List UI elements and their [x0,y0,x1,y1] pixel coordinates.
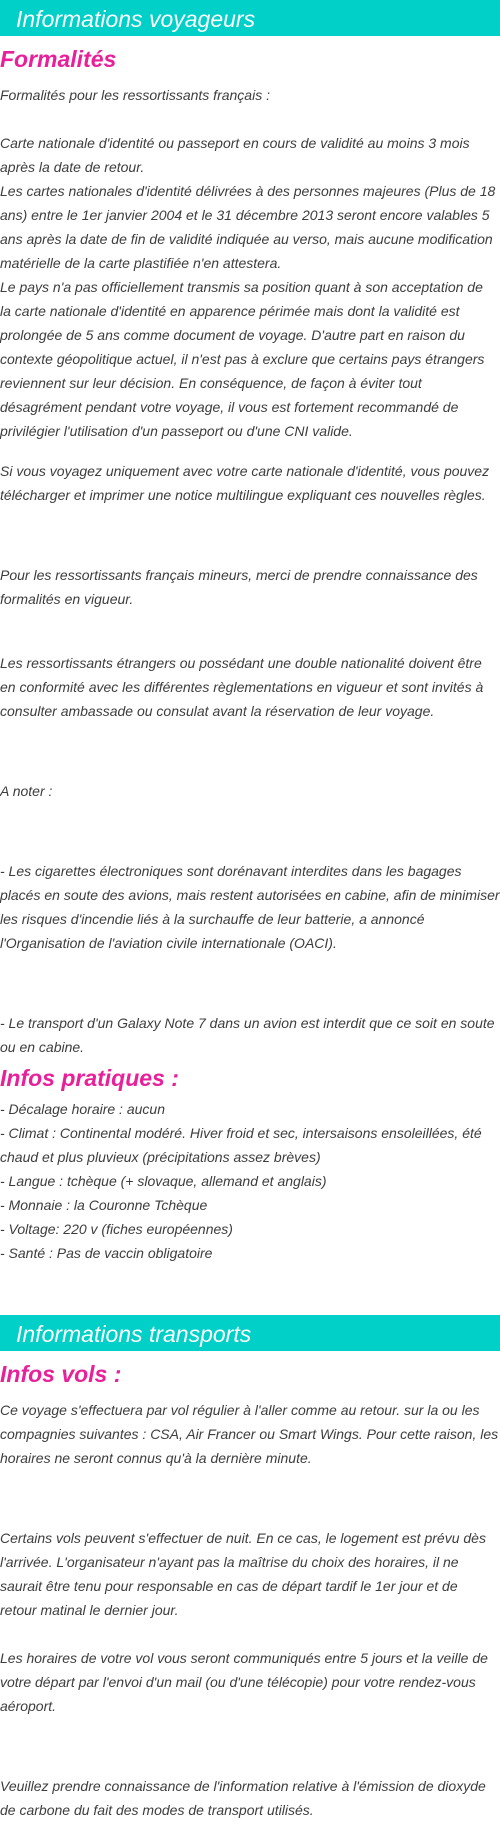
heading-formalites: Formalités [0,46,117,72]
paragraph-a-noter: A noter : [0,783,53,799]
heading-infos-pratiques: Infos pratiques : [0,1065,179,1091]
paragraph-intro: Formalités pour les ressortissants français : [0,87,270,103]
section-banner-transports: Informations transports [0,1315,500,1351]
paragraph-minors: Pour les ressortissants français mineurs, merci de prendre connaissance des formalités en vigueur. [0,567,478,607]
paragraph-galaxy-note: - Le transport d'un Galaxy Note 7 dans un avion est interdit que ce soit en soute ou en cabine. [0,1015,495,1055]
list-infos-pratiques: - Décalage horaire : aucun - Climat : Continental modéré. Hiver froid et sec, intersaisons ensoleillées, été chaud et plus pluvieux (précipitations assez brèves) - Langue : tchèque (+ slovaque, allemand et anglais) - Monnaie : la Couronne Tchèque - Voltage: 220 v (fiches européennes) - Santé : Pas de vaccin obligatoire [0,1101,482,1261]
paragraph-id-card: Carte nationale d'identité ou passeport en cours de validité au moins 3 mois après la date de retour. Les cartes nationales d'identité délivrées à des personnes majeures (Plus de 18 ans) entre le 1er janvier 2004 et le 31 décembre 2013 seront encore valables 5 ans après la date de fin de validité indiquée au verso, mais aucune modification matérielle de la carte plastifiée n'en attestera. Le pays n'a pas officiellement transmis sa position quant à son acceptation de la carte nationale d'identité en apparence périmée mais dont la validité est prolongée de 5 ans comme document de voyage. D'autre part en raison du contexte géopolitique actuel, il n'est pas à exclure que certains pays étrangers reviennent sur leur décision. En conséquence, de façon à éviter tout désagrément pendant votre voyage, il vous est fortement recommandé de privilégier l'utilisation d'un passeport ou d'une CNI valide. [0,135,496,439]
paragraph-foreign-nationals: Les ressortissants étrangers ou possédant une double nationalité doivent être en conformité avec les différentes règlementations en vigueur et sont invités à consulter ambassade ou consulat avant la réservation de leur voyage. [0,655,484,719]
heading-infos-vols: Infos vols : [0,1361,122,1387]
paragraph-regular-flights: Ce voyage s'effectuera par vol régulier à l'aller comme au retour. sur la ou les compagnies suivantes : CSA, Air Francer ou Smart Wings. Pour cette raison, les horaires ne seront connus qu'à la dernière minute. [0,1402,499,1466]
paragraph-night-flights: Certains vols peuvent s'effectuer de nuit. En ce cas, le logement est prévu dès l'arrivée. L'organisateur n'ayant pas la maîtrise du choix des horaires, il ne saurait être tenu pour responsable en cas de départ tardif le 1er jour et de retour matinal le dernier jour. [0,1530,486,1618]
section-banner-voyageurs: Informations voyageurs [0,0,500,36]
paragraph-e-cigarettes: - Les cigarettes électroniques sont dorénavant interdites dans les bagages placés en soute des avions, mais restent autorisées en cabine, afin de minimiser les risques d'incendie liés à la surchauffe de leur batterie, a annoncé l'Organisation de l'aviation civile internationale (OACI). [0,863,500,951]
paragraph-multilingual-notice: Si vous voyagez uniquement avec votre carte nationale d'identité, vous pouvez télécharger et imprimer une notice multilingue expliquant ces nouvelles règles. [0,463,490,503]
paragraph-co2-info: Veuillez prendre connaissance de l'information relative à l'émission de dioxyde de carbone du fait des modes de transport utilisés. [0,1778,486,1818]
paragraph-flight-schedule: Les horaires de votre vol vous seront communiqués entre 5 jours et la veille de votre départ par l'envoi d'un mail (ou d'une télécopie) pour votre rendez-vous aéroport. [0,1650,488,1714]
